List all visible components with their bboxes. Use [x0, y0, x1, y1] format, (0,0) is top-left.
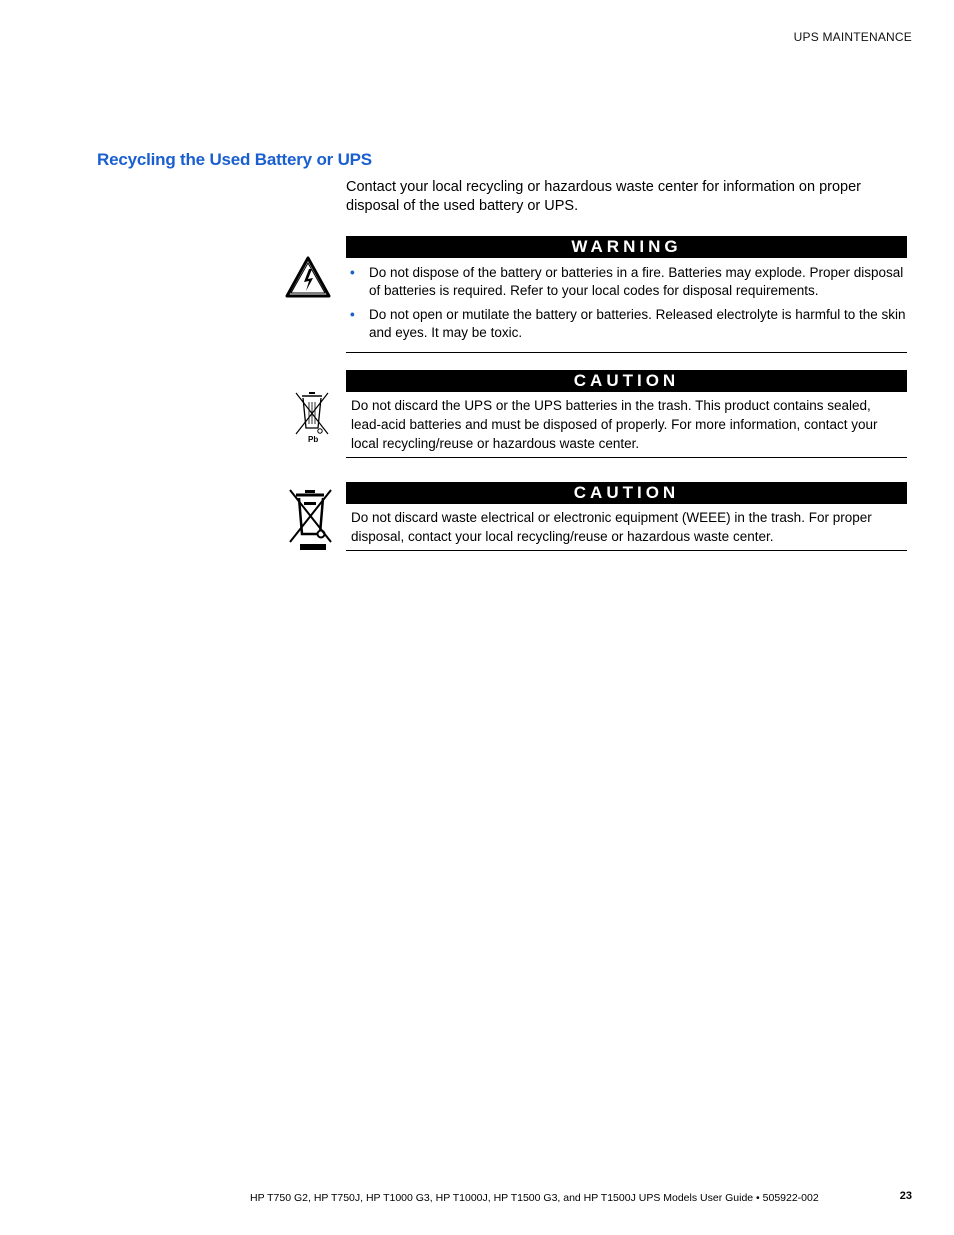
warning-bullet-text: Do not open or mutilate the battery or batteries. Released electrolyte is harmful to the skin and eyes. It may be toxic.: [369, 307, 906, 340]
running-header: UPS MAINTENANCE: [793, 30, 912, 44]
caution-weee-text: Do not discard waste electrical or electronic equipment (WEEE) in the trash. For proper disposal, contact your local recycling/reuse or hazardous waste center.: [351, 510, 872, 544]
list-item: [346, 264, 907, 300]
caution-battery-notice: [346, 370, 907, 458]
electric-shock-warning-icon: [285, 256, 331, 298]
warning-banner: WARNING: [346, 236, 907, 258]
warning-list: [346, 258, 907, 352]
pb-label: Pb: [308, 435, 319, 444]
intro-paragraph: Contact your local recycling or hazardous waste center for information on proper disposal of the used battery or UPS.: [346, 179, 862, 214]
caution-banner: CAUTION: [346, 482, 907, 504]
caution-banner: CAUTION: [346, 370, 907, 392]
bullet-icon: •: [350, 265, 355, 280]
crossed-bin-graphic: [292, 390, 332, 438]
caution-weee-notice: [346, 482, 907, 551]
caution-battery-text: Do not discard the UPS or the UPS batteries in the trash. This product contains sealed, lead-acid batteries and must be disposed of properly. For more information, contact your local recycling/reuse or hazardous waste center.: [351, 398, 878, 451]
crossed-bin-pb-icon: [292, 390, 332, 448]
page-number: 23: [899, 1190, 912, 1202]
weee-crossed-bin-icon: [287, 488, 333, 552]
list-item: [346, 306, 907, 342]
bullet-icon: •: [350, 307, 355, 322]
warning-bullet-text: Do not dispose of the battery or batteries in a fire. Batteries may explode. Proper disposal of batteries is required. Refer to your local codes for disposal requirements.: [369, 265, 904, 298]
footer-guide-title: HP T750 G2, HP T750J, HP T1000 G3, HP T1000J, HP T1500 G3, and HP T1500J UPS Models User Guide • 505922-002: [250, 1192, 819, 1204]
section-title: Recycling the Used Battery or UPS: [97, 150, 372, 169]
warning-notice: [346, 236, 907, 353]
